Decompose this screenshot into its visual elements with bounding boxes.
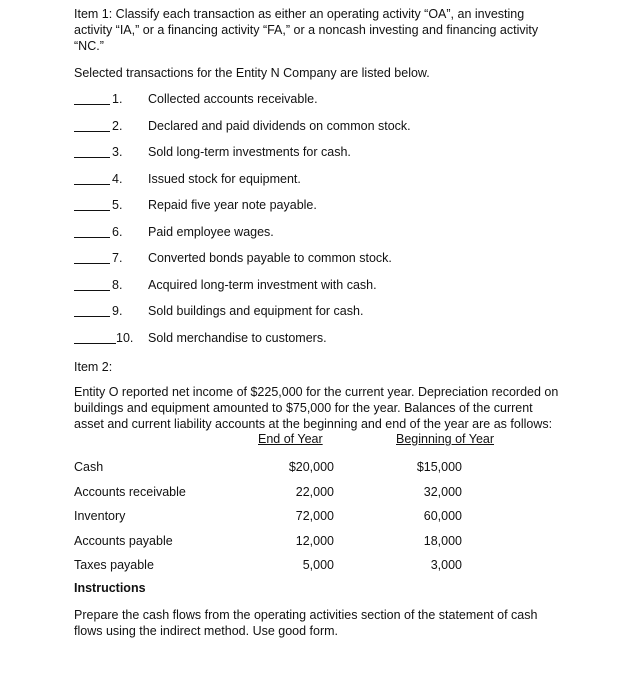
beginning-of-year-value: 18,000	[423, 533, 462, 548]
account-label: Inventory	[74, 509, 126, 523]
transaction-number: 9.	[112, 304, 123, 318]
beginning-of-year-value: 60,000	[423, 509, 462, 523]
balance-row	[74, 460, 564, 478]
account-label: Taxes payable	[74, 558, 154, 572]
answer-blank[interactable]	[74, 237, 110, 238]
transaction-item	[74, 331, 494, 349]
transaction-item	[74, 304, 494, 322]
transaction-item	[74, 145, 494, 163]
transaction-item	[74, 119, 494, 137]
transaction-number: 1.	[112, 92, 123, 106]
end-of-year-value: $20,000	[288, 460, 334, 474]
column-header-end-of-year: End of Year	[258, 432, 323, 446]
transaction-number: 8.	[112, 277, 123, 292]
end-of-year-value: 12,000	[295, 533, 334, 548]
end-of-year-value: 72,000	[295, 509, 334, 523]
transaction-item	[74, 92, 494, 110]
answer-blank[interactable]	[74, 210, 110, 211]
instructions-heading: Instructions	[74, 581, 146, 595]
balance-row	[74, 485, 564, 503]
end-of-year-value: 22,000	[295, 484, 334, 499]
answer-blank[interactable]	[74, 290, 110, 291]
item1-intro: Item 1: Classify each transaction as either an operating activity “OA”, an investing activity “IA,” or a financing activity “FA,” or a noncash investing and financing activity “NC.”	[74, 7, 539, 53]
answer-blank[interactable]	[74, 104, 110, 105]
end-of-year-value: 5,000	[302, 558, 334, 572]
item2-paragraph: Entity O reported net income of $225,000 for the current year. Depreciation recorded on buildings and equipment amounted to $75,000 for the year. Balances of the current asset and current liability accounts at the beginning and end of the year are as follows:	[74, 385, 559, 431]
transaction-number: 7.	[112, 251, 123, 265]
beginning-of-year-value: 3,000	[430, 558, 462, 572]
transaction-item	[74, 278, 494, 296]
transaction-text: Converted bonds payable to common stock.	[148, 251, 392, 265]
transaction-number: 5.	[112, 198, 123, 212]
balance-row	[74, 534, 564, 552]
transaction-number: 3.	[112, 145, 123, 159]
balance-row	[74, 558, 564, 576]
answer-blank[interactable]	[74, 316, 110, 317]
answer-blank[interactable]	[74, 131, 110, 132]
transaction-number: 4.	[112, 171, 123, 186]
selected-transactions-intro: Selected transactions for the Entity N Company are listed below.	[74, 66, 430, 80]
transaction-text: Sold merchandise to customers.	[148, 330, 327, 345]
transaction-text: Paid employee wages.	[148, 224, 274, 239]
answer-blank[interactable]	[74, 263, 110, 264]
transaction-text: Declared and paid dividends on common stock.	[148, 118, 411, 133]
transaction-item	[74, 225, 494, 243]
answer-blank[interactable]	[74, 184, 110, 185]
transaction-item	[74, 251, 494, 269]
beginning-of-year-value: $15,000	[416, 460, 462, 474]
transaction-text: Sold buildings and equipment for cash.	[148, 304, 364, 318]
transaction-text: Collected accounts receivable.	[148, 92, 318, 106]
instructions-text: Prepare the cash flows from the operating activities section of the statement of cash flows using the indirect method. Use good form.	[74, 608, 538, 638]
transaction-number: 2.	[112, 118, 123, 133]
beginning-of-year-value: 32,000	[423, 484, 462, 499]
transaction-item	[74, 172, 494, 190]
answer-blank[interactable]	[74, 157, 110, 158]
account-label: Accounts receivable	[74, 484, 186, 499]
balance-row	[74, 509, 564, 527]
account-label: Cash	[74, 460, 104, 474]
transaction-text: Repaid five year note payable.	[148, 198, 317, 212]
item2-heading: Item 2:	[74, 360, 113, 374]
transaction-text: Sold long-term investments for cash.	[148, 145, 351, 159]
transaction-number: 10.	[116, 330, 134, 345]
transaction-number: 6.	[112, 224, 123, 239]
transaction-item	[74, 198, 494, 216]
account-label: Accounts payable	[74, 533, 173, 548]
answer-blank[interactable]	[74, 343, 116, 344]
transaction-text: Issued stock for equipment.	[148, 171, 301, 186]
column-header-beginning-of-year: Beginning of Year	[396, 432, 495, 446]
transaction-text: Acquired long-term investment with cash.	[148, 277, 377, 292]
